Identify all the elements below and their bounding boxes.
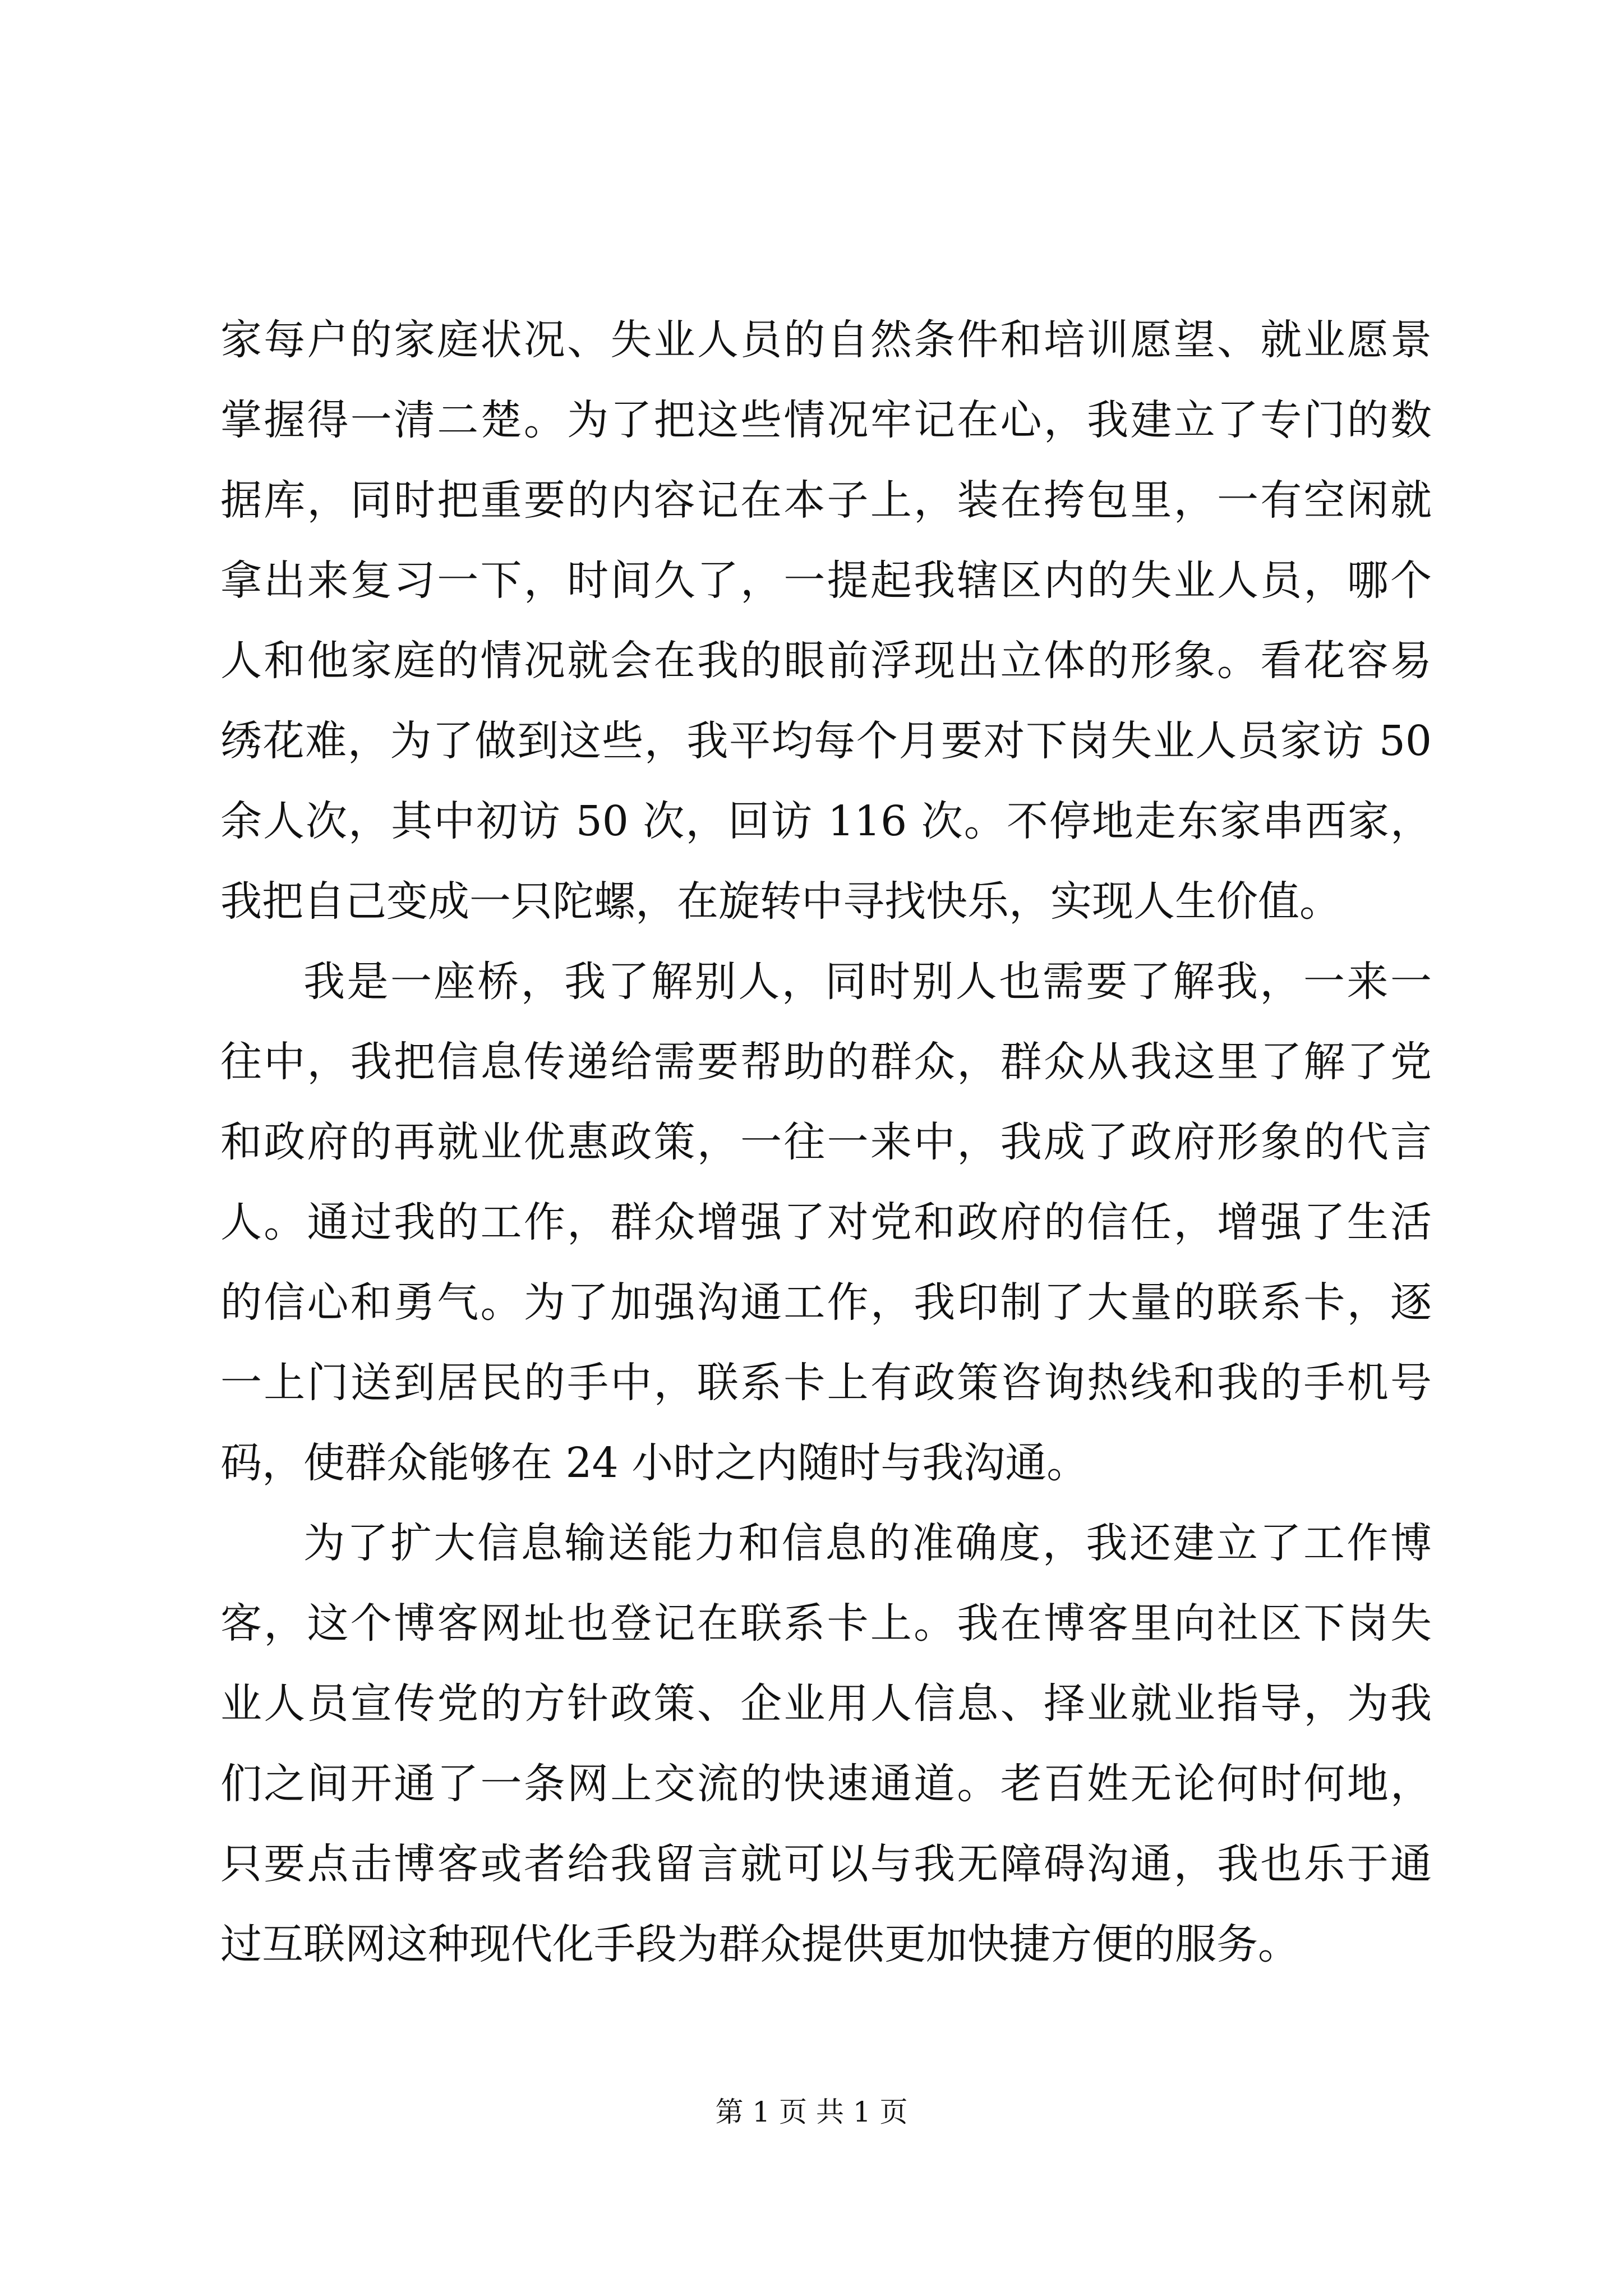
paragraph-1-line-6: 绣花难，为了做到这些，我平均每个月要对下岗失业人员家访 50 — [220, 717, 1432, 765]
paragraph-3-line-2: 客，这个博客网址也登记在联系卡上。我在博客里向社区下岗失 — [220, 1599, 1432, 1648]
paragraph-2-line-2: 往中，我把信息传递给需要帮助的群众，群众从我这里了解了党 — [220, 1038, 1432, 1086]
paragraph-1-line-2: 掌握得一清二楚。为了把这些情况牢记在心，我建立了专门的数 — [220, 396, 1432, 444]
paragraph-3-line-5: 只要点击博客或者给我留言就可以与我无障碍沟通，我也乐于通 — [220, 1840, 1432, 1888]
document-body — [220, 300, 1432, 1985]
paragraph-2-line-6: 一上门送到居民的手中，联系卡上有政策咨询热线和我的手机号 — [220, 1359, 1432, 1407]
paragraph-2-line-1: 我是一座桥，我了解别人，同时别人也需要了解我，一来一 — [303, 958, 1432, 1006]
paragraph-1-line-8: 我把自己变成一只陀螺，在旋转中寻找快乐，实现人生价值。 — [220, 877, 1341, 926]
paragraph-2-line-7: 码，使群众能够在 24 小时之内随时与我沟通。 — [220, 1439, 1089, 1487]
paragraph-2-line-3: 和政府的再就业优惠政策，一往一来中，我成了政府形象的代言 — [220, 1118, 1432, 1166]
paragraph-3-line-3: 业人员宣传党的方针政策、企业用人信息、择业就业指导，为我 — [220, 1680, 1432, 1728]
paragraph-3-line-6: 过互联网这种现代化手段为群众提供更加快捷方便的服务。 — [220, 1920, 1299, 1968]
paragraph-1-line-4: 拿出来复习一下，时间久了，一提起我辖区内的失业人员，哪个 — [220, 556, 1432, 605]
paragraph-2-line-5: 的信心和勇气。为了加强沟通工作，我印制了大量的联系卡，逐 — [220, 1278, 1432, 1327]
paragraph-1-line-7: 余人次，其中初访 50 次，回访 116 次。不停地走东家串西家， — [220, 797, 1432, 845]
paragraph-3-line-4: 们之间开通了一条网上交流的快速通道。老百姓无论何时何地， — [220, 1760, 1432, 1808]
paragraph-1-line-3: 据库，同时把重要的内容记在本子上，装在挎包里，一有空闲就 — [220, 476, 1432, 524]
paragraph-1-line-5: 人和他家庭的情况就会在我的眼前浮现出立体的形象。看花容易 — [220, 637, 1432, 685]
paragraph-3-line-1: 为了扩大信息输送能力和信息的准确度，我还建立了工作博 — [303, 1519, 1432, 1567]
page-number-footer: 第 1 页 共 1 页 — [715, 2096, 908, 2128]
paragraph-1-line-1: 家每户的家庭状况、失业人员的自然条件和培训愿望、就业愿景 — [220, 316, 1432, 364]
paragraph-2-line-4: 人。通过我的工作，群众增强了对党和政府的信任，增强了生活 — [220, 1198, 1432, 1246]
